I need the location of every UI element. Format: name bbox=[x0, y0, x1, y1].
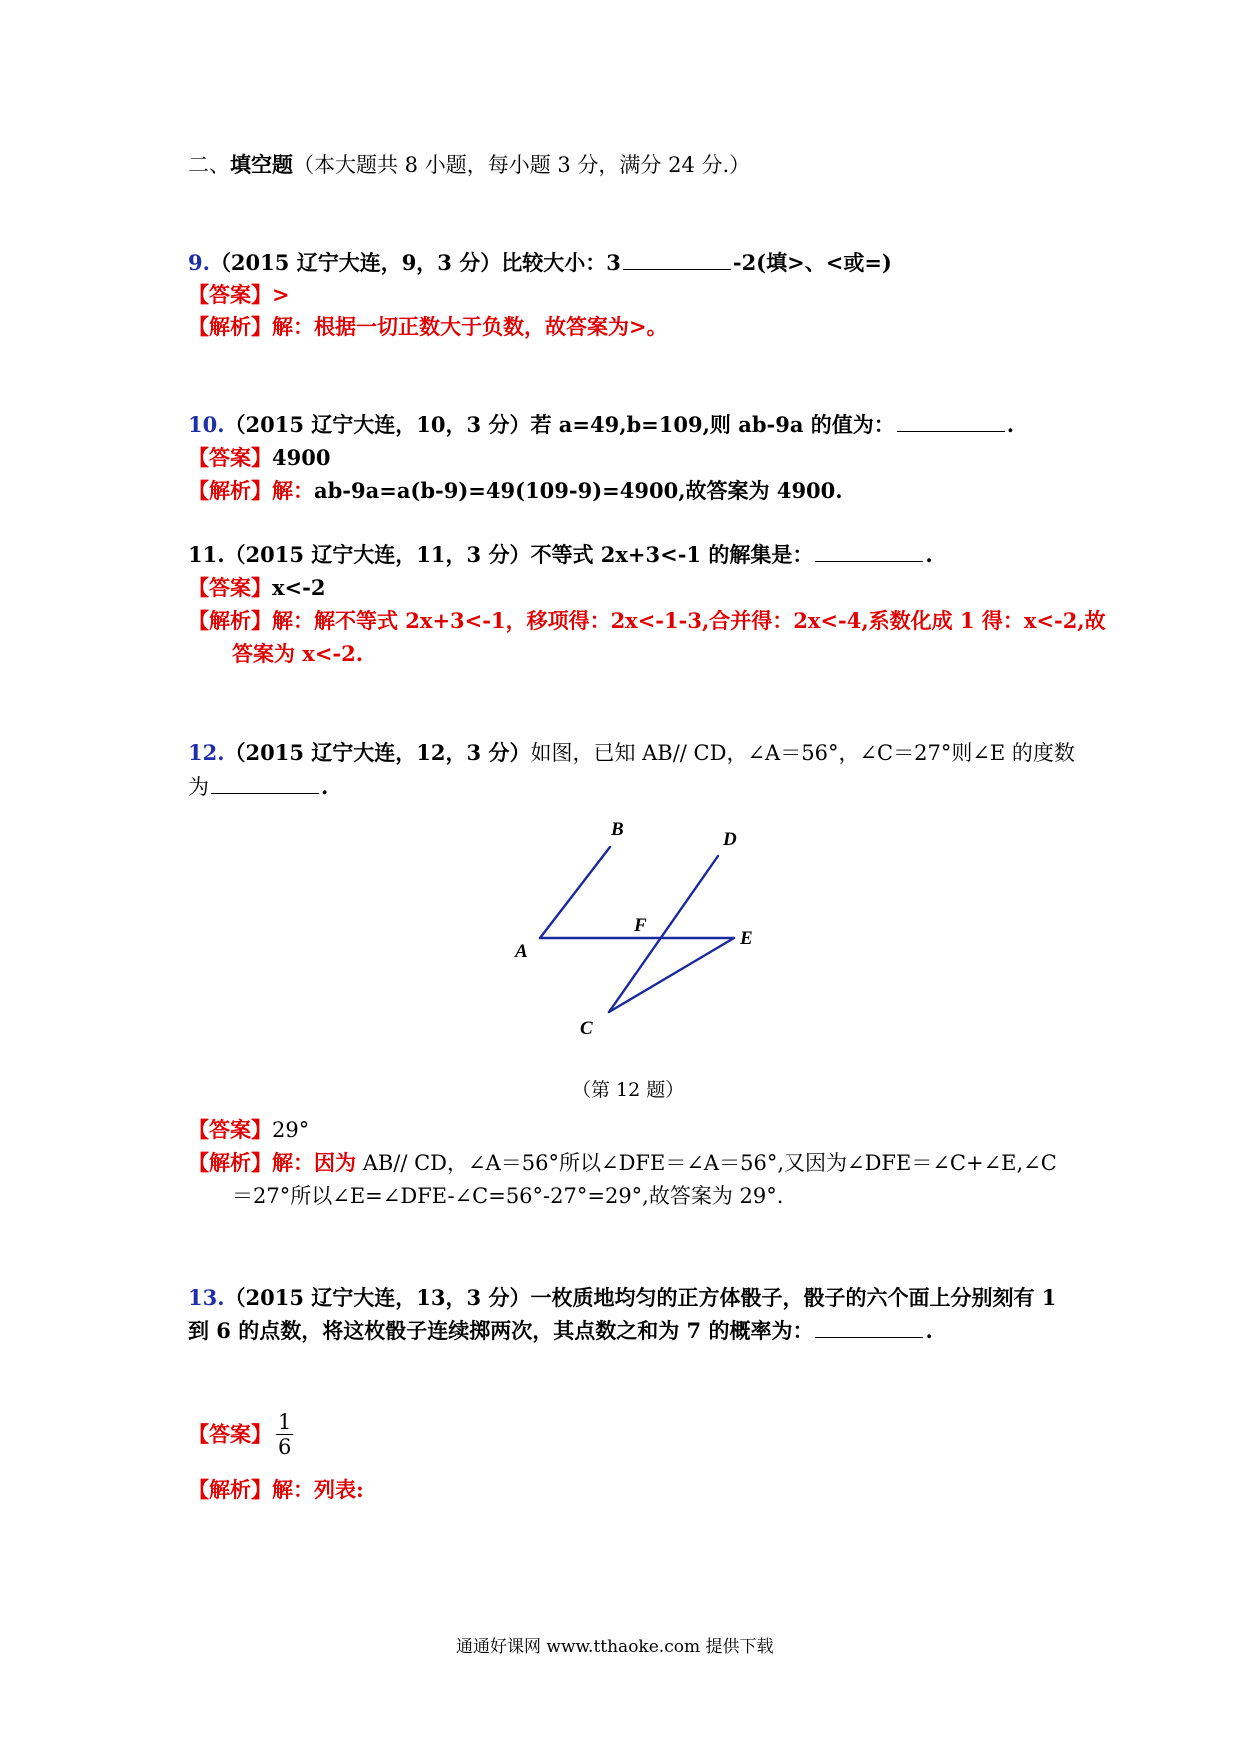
q11-text: 不等式 2x+3<-1 的解集是： bbox=[530, 542, 814, 567]
q9-source: （2015 辽宁大连，9，3 分） bbox=[209, 250, 502, 275]
label-d: D bbox=[723, 829, 737, 850]
q13-end: . bbox=[925, 1318, 933, 1343]
q9-blank bbox=[623, 249, 731, 270]
q9-analysis bbox=[188, 312, 668, 342]
q12-analysis-lead: 解：因为 bbox=[272, 1150, 356, 1175]
segment-cd bbox=[609, 856, 718, 1012]
analysis-tag: 【解析】 bbox=[188, 314, 272, 339]
q12-text-line1: 如图，已知 AB// CD，∠A＝56°，∠C＝27°则∠E 的度数 bbox=[530, 741, 1075, 765]
q13-stem bbox=[188, 1283, 1056, 1313]
segment-ce bbox=[609, 938, 734, 1012]
q12-answer bbox=[188, 1115, 309, 1145]
q13-analysis-text: 解：列表: bbox=[272, 1477, 364, 1502]
q12-end: . bbox=[321, 774, 329, 799]
q11-analysis-line2: 答案为 x<-2. bbox=[232, 641, 364, 666]
section-title bbox=[188, 150, 750, 180]
analysis-tag: 【解析】 bbox=[188, 608, 272, 633]
label-f: F bbox=[634, 915, 647, 936]
q13-blank bbox=[815, 1317, 923, 1338]
answer-tag: 【答案】 bbox=[188, 575, 272, 600]
q11-number: 11. bbox=[188, 542, 225, 567]
analysis-tag: 【解析】 bbox=[188, 478, 272, 503]
q9-answer-value: > bbox=[272, 282, 290, 307]
q10-end: . bbox=[1006, 412, 1015, 437]
q11-analysis bbox=[188, 606, 1106, 636]
q12-analysis bbox=[188, 1148, 1057, 1178]
analysis-tag: 【解析】 bbox=[188, 1477, 272, 1502]
q12-figure bbox=[480, 800, 800, 1060]
q12-answer-value: 29° bbox=[272, 1118, 310, 1142]
q9-text-end: -2(填>、<或=) bbox=[732, 250, 892, 275]
fraction-numerator: 1 bbox=[278, 1410, 292, 1434]
q9-answer bbox=[188, 280, 290, 310]
answer-tag: 【答案】 bbox=[188, 1421, 272, 1447]
q11-source: （2015 辽宁大连，11，3 分） bbox=[224, 542, 531, 567]
section-heading: 填空题 bbox=[230, 152, 293, 177]
q10-analysis-text: ab-9a=a(b-9)=49(109-9)=4900,故答案为 4900. bbox=[314, 478, 843, 503]
q9-stem bbox=[188, 248, 892, 278]
q10-text: 若 a=49,b=109,则 ab-9a 的值为： bbox=[530, 412, 895, 437]
q11-end: . bbox=[925, 542, 933, 567]
q12-blank bbox=[211, 773, 319, 794]
q13-answer bbox=[188, 1410, 293, 1459]
q13-stem-line2 bbox=[188, 1316, 933, 1346]
q12-number: 12. bbox=[188, 740, 225, 765]
q11-blank bbox=[815, 541, 923, 562]
q9-analysis-text: 解：根据一切正数大于负数，故答案为>。 bbox=[272, 314, 668, 339]
q12-stem bbox=[188, 738, 1075, 768]
answer-tag: 【答案】 bbox=[188, 1117, 272, 1142]
q10-analysis-lead: 解： bbox=[272, 478, 314, 503]
q11-analysis-line1: 解：解不等式 2x+3<-1，移项得：2x<-1-3,合并得：2x<-4,系数化成 1 得：x<-2,故 bbox=[272, 608, 1106, 633]
q13-answer-fraction bbox=[276, 1410, 293, 1459]
q10-blank bbox=[897, 411, 1005, 432]
q9-number: 9. bbox=[188, 250, 210, 275]
q13-number: 13. bbox=[188, 1285, 225, 1310]
q10-number: 10. bbox=[188, 412, 225, 437]
answer-tag: 【答案】 bbox=[188, 445, 272, 470]
q13-analysis bbox=[188, 1475, 364, 1505]
q12-text-line2: 为 bbox=[188, 775, 209, 799]
q10-analysis bbox=[188, 476, 843, 506]
section-prefix: 二、 bbox=[188, 153, 230, 177]
label-a: A bbox=[515, 941, 528, 962]
q10-source: （2015 辽宁大连，10，3 分） bbox=[224, 412, 531, 437]
q12-analysis-line2: ＝27°所以∠E=∠DFE-∠C=56°-27°=29°,故答案为 29°. bbox=[232, 1184, 784, 1208]
q13-source: （2015 辽宁大连，13，3 分） bbox=[224, 1285, 531, 1310]
fraction-denominator: 6 bbox=[278, 1435, 292, 1459]
q10-stem bbox=[188, 410, 1014, 440]
label-c: C bbox=[580, 1018, 593, 1039]
q9-text: 比较大小：3 bbox=[501, 250, 621, 275]
q13-text-line1: 一枚质地均匀的正方体骰子，骰子的六个面上分别刻有 1 bbox=[530, 1285, 1057, 1310]
answer-tag: 【答案】 bbox=[188, 282, 272, 307]
q12-stem-line2 bbox=[188, 772, 328, 802]
q12-source: （2015 辽宁大连，12，3 分） bbox=[224, 740, 531, 765]
q10-answer bbox=[188, 443, 330, 473]
segment-ab bbox=[540, 847, 610, 938]
q10-answer-value: 4900 bbox=[272, 445, 331, 470]
q11-stem bbox=[188, 540, 933, 570]
q12-analysis-line1: AB// CD，∠A＝56°所以∠DFE＝∠A＝56°,又因为∠DFE＝∠C+∠E,∠C bbox=[362, 1151, 1057, 1175]
figure-caption: （第 12 题） bbox=[572, 1079, 685, 1101]
label-b: B bbox=[611, 819, 624, 840]
q11-answer bbox=[188, 573, 325, 603]
footer-source: 通通好课网 www.tthaoke.com 提供下载 bbox=[456, 1637, 774, 1657]
q13-text-line2: 到 6 的点数，将这枚骰子连续掷两次，其点数之和为 7 的概率为： bbox=[188, 1318, 814, 1343]
q11-answer-value: x<-2 bbox=[272, 575, 326, 600]
analysis-tag: 【解析】 bbox=[188, 1150, 272, 1175]
section-note: （本大题共 8 小题，每小题 3 分，满分 24 分.） bbox=[293, 153, 751, 177]
label-e: E bbox=[740, 928, 753, 949]
